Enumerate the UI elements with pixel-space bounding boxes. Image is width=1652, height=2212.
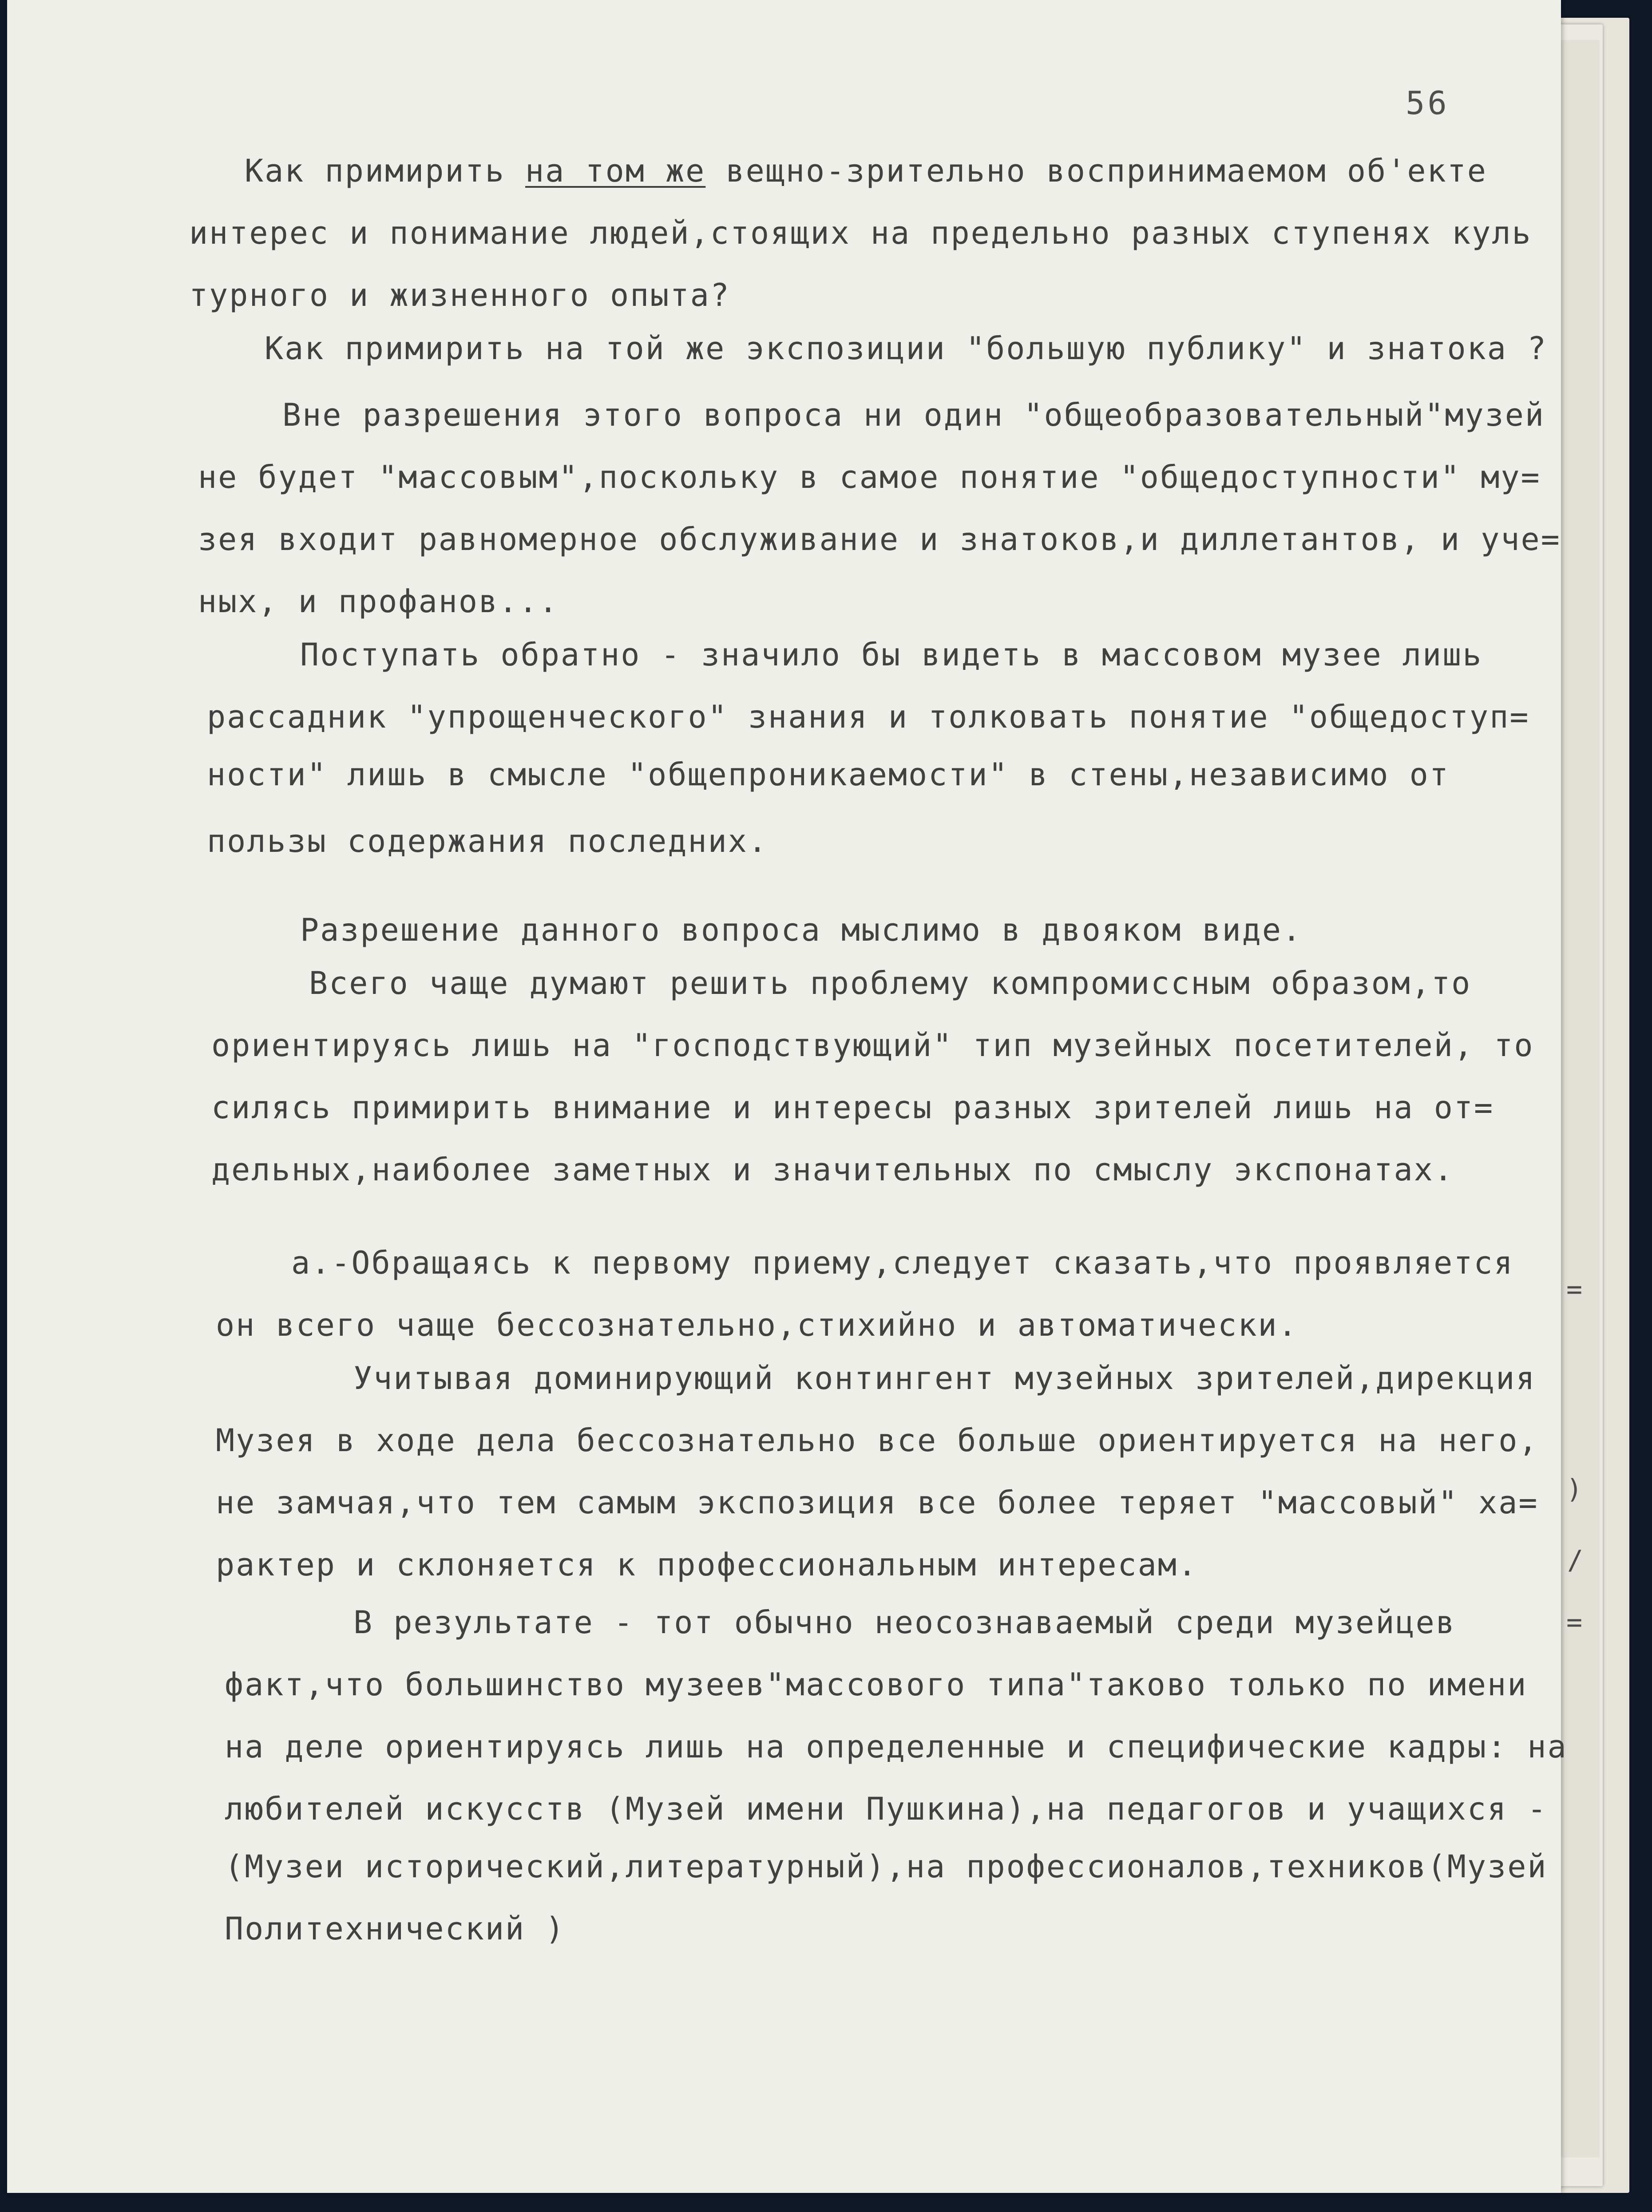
edge-mark: = xyxy=(1566,1607,1583,1638)
text-line: Разрешение данного вопроса мыслимо в двояком виде. xyxy=(300,912,1303,948)
text-line: он всего чаще бессознательно,стихийно и автоматически. xyxy=(216,1307,1298,1343)
text-line: не будет "массовым",поскольку в самое понятие "общедоступности" му= xyxy=(198,459,1541,495)
underlined-phrase: на том же xyxy=(525,153,706,189)
text-line: ных, и профанов... xyxy=(198,583,559,620)
typewritten-page xyxy=(7,0,1568,2193)
text-line: Музея в ходе дела бессознательно все больше ориентируется на него, xyxy=(216,1422,1539,1459)
text-line: Вне разрешения этого вопроса ни один "общеобразовательный"музей xyxy=(282,397,1545,433)
text-line: Учитывая доминирующий контингент музейных зрителей,дирекция xyxy=(353,1360,1536,1397)
text-line: Всего чаще думают решить проблему компромиссным образом,то xyxy=(309,965,1472,1001)
text-line: В результате - тот обычно неосознаваемый среди музейцев xyxy=(353,1604,1456,1641)
text-line: Как примирить на том же вещно-зрительно воспринимаемом об'екте xyxy=(245,153,1487,189)
text-line: пользы содержания последних. xyxy=(207,823,769,859)
page-number: 56 xyxy=(1406,84,1450,122)
text-line: интерес и понимание людей,стоящих на предельно разных ступенях куль xyxy=(189,215,1532,251)
text-line: Политехнический ) xyxy=(225,1911,566,1947)
text-line: Как примирить на той же экспозиции "большую публику" и знатока ? xyxy=(265,330,1548,367)
text-line: не замчая,что тем самым экспозиция все более теряет "массовый" ха= xyxy=(216,1484,1539,1521)
text-line: (Музеи исторический,литературный),на профессионалов,техников(Музей xyxy=(225,1848,1548,1885)
text-line: турного и жизненного опыта? xyxy=(189,277,730,313)
text-line: на деле ориентируясь лишь на определенные и специфические кадры: на xyxy=(225,1729,1568,1765)
text-line: ности" лишь в смысле "общепроникаемости" в стены,независимо от xyxy=(207,756,1450,793)
text-line: Поступать обратно - значило бы видеть в массовом музее лишь xyxy=(300,637,1483,673)
text-line: силясь примирить внимание и интересы разных зрителей лишь на от= xyxy=(211,1089,1494,1126)
text-line: рассадник "упрощенческого" знания и толковать понятие "общедоступ= xyxy=(207,699,1530,735)
text-line: факт,что большинство музеев"массового типа"таково только по имени xyxy=(225,1666,1528,1703)
edge-mark: = xyxy=(1566,1274,1583,1305)
text-line: любителей искусств (Музей имени Пушкина),на педагогов и учащихся - xyxy=(225,1791,1548,1827)
text-line: ориентируясь лишь на "господствующий" тип музейных посетителей, то xyxy=(211,1027,1534,1064)
text-line: дельных,наиболее заметных и значительных по смыслу экспонатах. xyxy=(211,1152,1454,1188)
edge-mark: / xyxy=(1567,1545,1584,1576)
text-line: а.-Обращаясь к первому приему,следует сказать,что проявляется xyxy=(291,1245,1514,1281)
text-line: зея входит равномерное обслуживание и знатоков,и диллетантов, и уче= xyxy=(198,521,1561,558)
text-line: рактер и склоняется к профессиональным интересам. xyxy=(216,1547,1198,1583)
edge-mark: ) xyxy=(1566,1474,1583,1505)
